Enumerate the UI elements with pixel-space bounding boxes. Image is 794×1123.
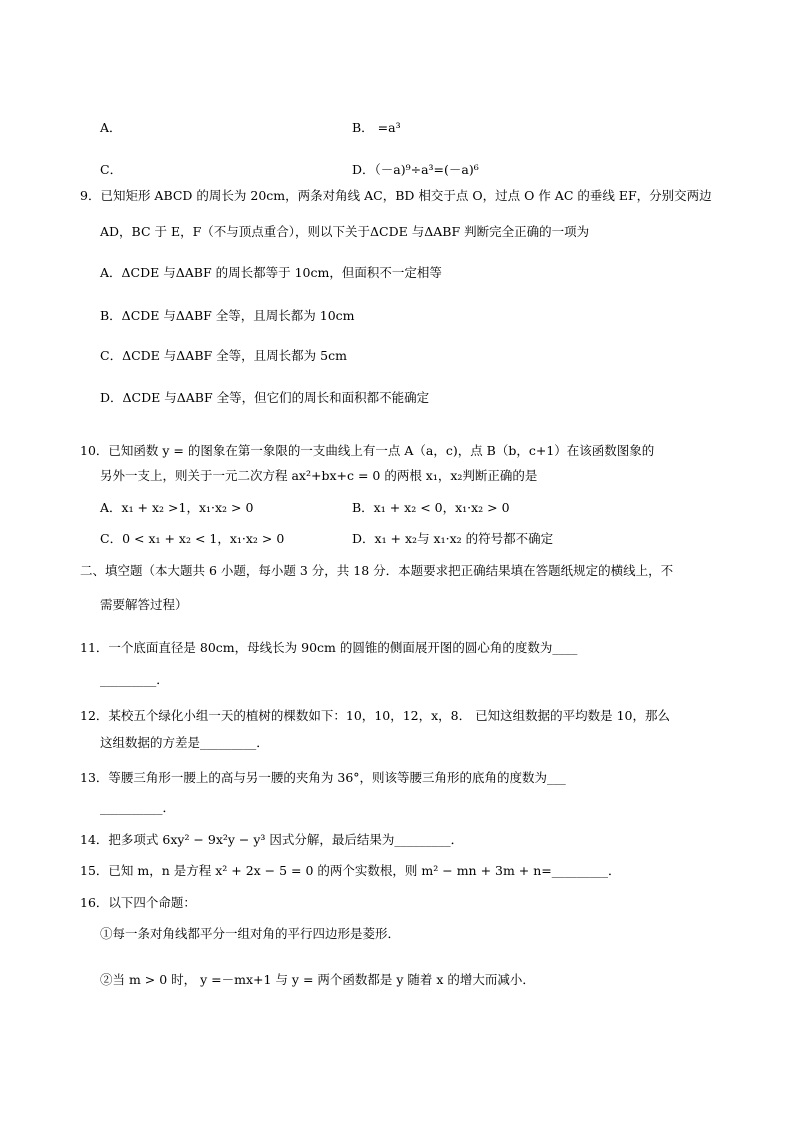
q15: 15．已知 m，n 是方程 x² + 2x − 5 = 0 的两个实数根，则 m² − mn + 3m + n=_________． [80,863,621,878]
q10-stem-line2: 另外一支上，则关于一元二次方程 ax²+bx+c = 0 的两根 x₁，x₂判断正确的是 [100,468,538,483]
q9-stem-line1: 9．已知矩形 ABCD 的周长为 20cm，两条对角线 AC，BD 相交于点 O，过点 O 作 AC 的垂线 EF，分别交两边 [80,188,712,203]
q11-blank: _________． [100,672,169,687]
q16-proposition-2: ②当 m > 0 时， y =－mx+1 与 y = 两个函数都是 y 随着 x 的增大而减小． [100,972,535,987]
q8-option-b: B． =a³ [352,120,401,135]
q10-option-b: B．x₁ + x₂ < 0，x₁·x₂ > 0 [352,500,510,515]
q10-option-a: A．x₁ + x₂ >1，x₁·x₂ > 0 [100,500,254,515]
q14: 14．把多项式 6xy² − 9x²y − y³ 因式分解，最后结果为_________． [80,832,464,847]
q12-line1: 12．某校五个绿化小组一天的植树的棵数如下：10，10，12，x，8． 已知这组数据的平均数是 10，那么 [80,708,670,723]
q11-line1: 11．一个底面直径是 80cm，母线长为 90cm 的圆锥的侧面展开图的圆心角的度数为____ [80,640,578,655]
q9-option-a: A．ΔCDE 与ΔABF 的周长都等于 10cm，但面积不一定相等 [100,265,442,280]
q9-option-b: B．ΔCDE 与ΔABF 全等，且周长都为 10cm [100,308,355,323]
q16-stem: 16．以下四个命题： [80,895,196,910]
q8-option-a: A． [100,120,122,135]
section2-heading-line2: 需要解答过程） [100,597,188,612]
q8-option-c: C． [100,162,123,177]
q9-option-d: D．ΔCDE 与ΔABF 全等，但它们的周长和面积都不能确定 [100,390,430,405]
q13-line1: 13．等腰三角形一腰上的高与另一腰的夹角为 36°，则该等腰三角形的底角的度数为___ [80,770,566,785]
q10-option-d: D．x₁ + x₂与 x₁·x₂ 的符号都不确定 [352,531,554,546]
q10-stem-line1: 10．已知函数 y = 的图象在第一象限的一支曲线上有一点 A（a，c)，点 B（b，c+1）在该函数图象的 [80,443,655,458]
section2-heading: 二、填空题（本大题共 6 小题，每小题 3 分，共 18 分．本题要求把正确结果填在答题纸规定的横线上，不 [80,563,674,578]
q10-option-c: C．0 < x₁ + x₂ < 1，x₁·x₂ > 0 [100,531,285,546]
q13-blank: __________． [100,800,176,815]
q8-option-d: D．（－a)⁹÷a³=(－a)⁶ [352,162,479,177]
q9-stem-line2: AD，BC 于 E，F（不与顶点重合），则以下关于ΔCDE 与ΔABF 判断完全正确的一项为 [100,224,590,239]
q16-proposition-1: ①每一条对角线都平分一组对角的平行四边形是菱形． [100,926,401,941]
q9-option-c: C．ΔCDE 与ΔABF 全等，且周长都为 5cm [100,348,347,363]
q12-line2: 这组数据的方差是_________． [100,735,269,750]
